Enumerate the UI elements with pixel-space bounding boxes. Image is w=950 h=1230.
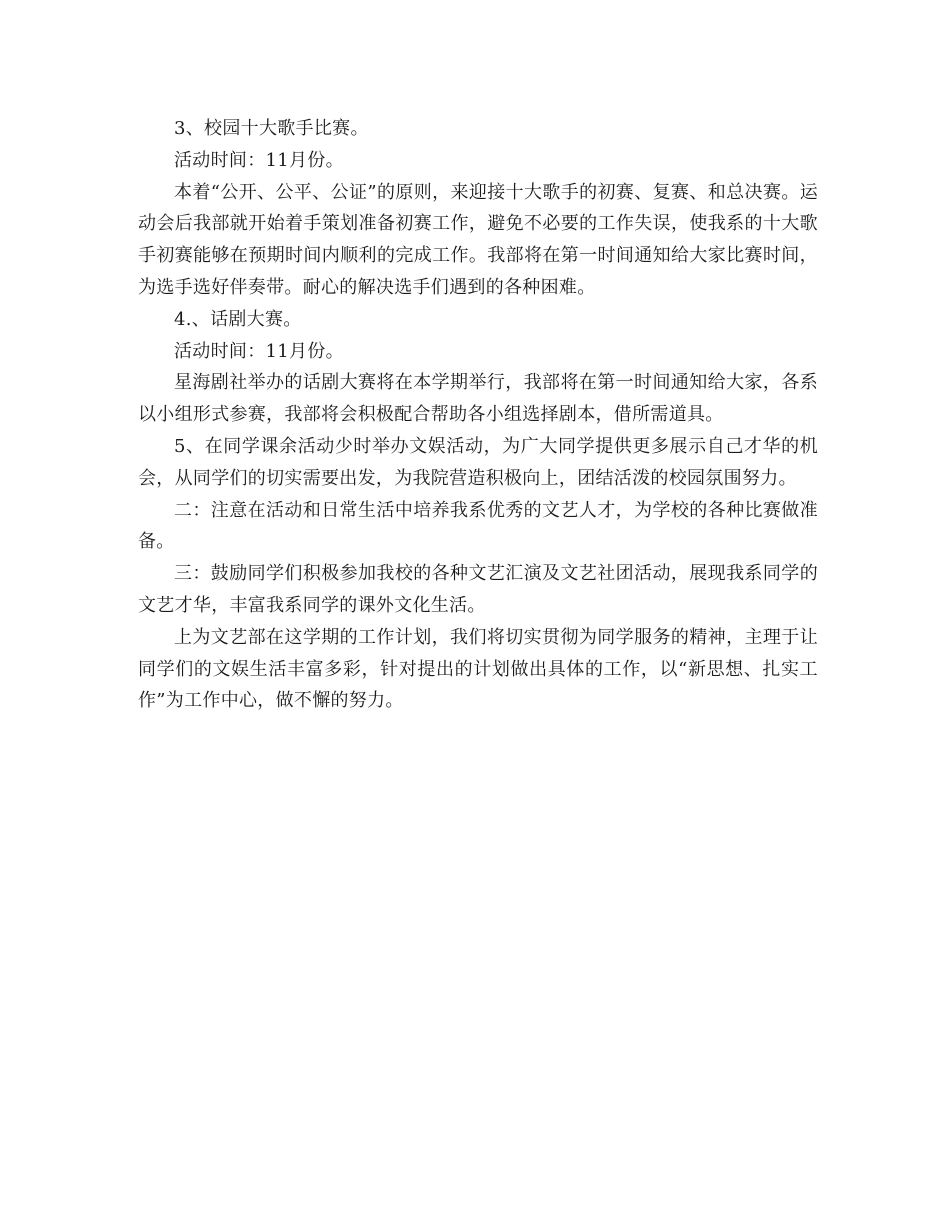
item-encourage-participation: 三：鼓励同学们积极参加我校的各种文艺汇演及文艺社团活动，展现我系同学的文艺才华，丰富我系同学的课外文化生活。 [138,563,818,616]
item-entertainment-activities: 5、在同学课余活动少时举办文娱活动，为广大同学提供更多展示自己才华的机会，从同学们的切实需要出发，为我院营造积极向上，团结活泼的校园氛围努力。 [138,435,818,489]
singer-contest-time: 活动时间：11月份。 [174,149,344,171]
closing-summary: 上为文艺部在这学期的工作计划，我们将切实贯彻为同学服务的精神，主理于让同学们的文娱生活丰富多彩，针对提出的计划做出具体的工作，以“新思想、扎实工作”为工作中心，做不懈的努力。 [138,626,818,712]
drama-contest-time: 活动时间：11月份。 [174,340,344,362]
heading-drama-contest: 4.、话剧大赛。 [174,308,302,330]
drama-contest-description: 星海剧社举办的话剧大赛将在本学期举行，我部将在第一时间通知给大家，各系以小组形式参赛，我部将会积极配合帮助各小组选择剧本，借所需道具。 [138,372,818,426]
singer-contest-description: 本着“公开、公平、公证”的原则，来迎接十大歌手的初赛、复赛、和总决赛。运动会后我部就开始着手策划准备初赛工作，避免不必要的工作失误，使我系的十大歌手初赛能够在预期时间内顺利的完成工作。我部将在第一时间通知给大家比赛时间，为选手选好伴奏带。耐心的解决选手们遇到的各种困难。 [138,181,818,298]
document-body [138,113,818,717]
item-talent-cultivation: 二：注意在活动和日常生活中培养我系优秀的文艺人才，为学校的各种比赛做准备。 [138,499,818,553]
heading-singer-contest: 3、校园十大歌手比赛。 [174,118,369,139]
